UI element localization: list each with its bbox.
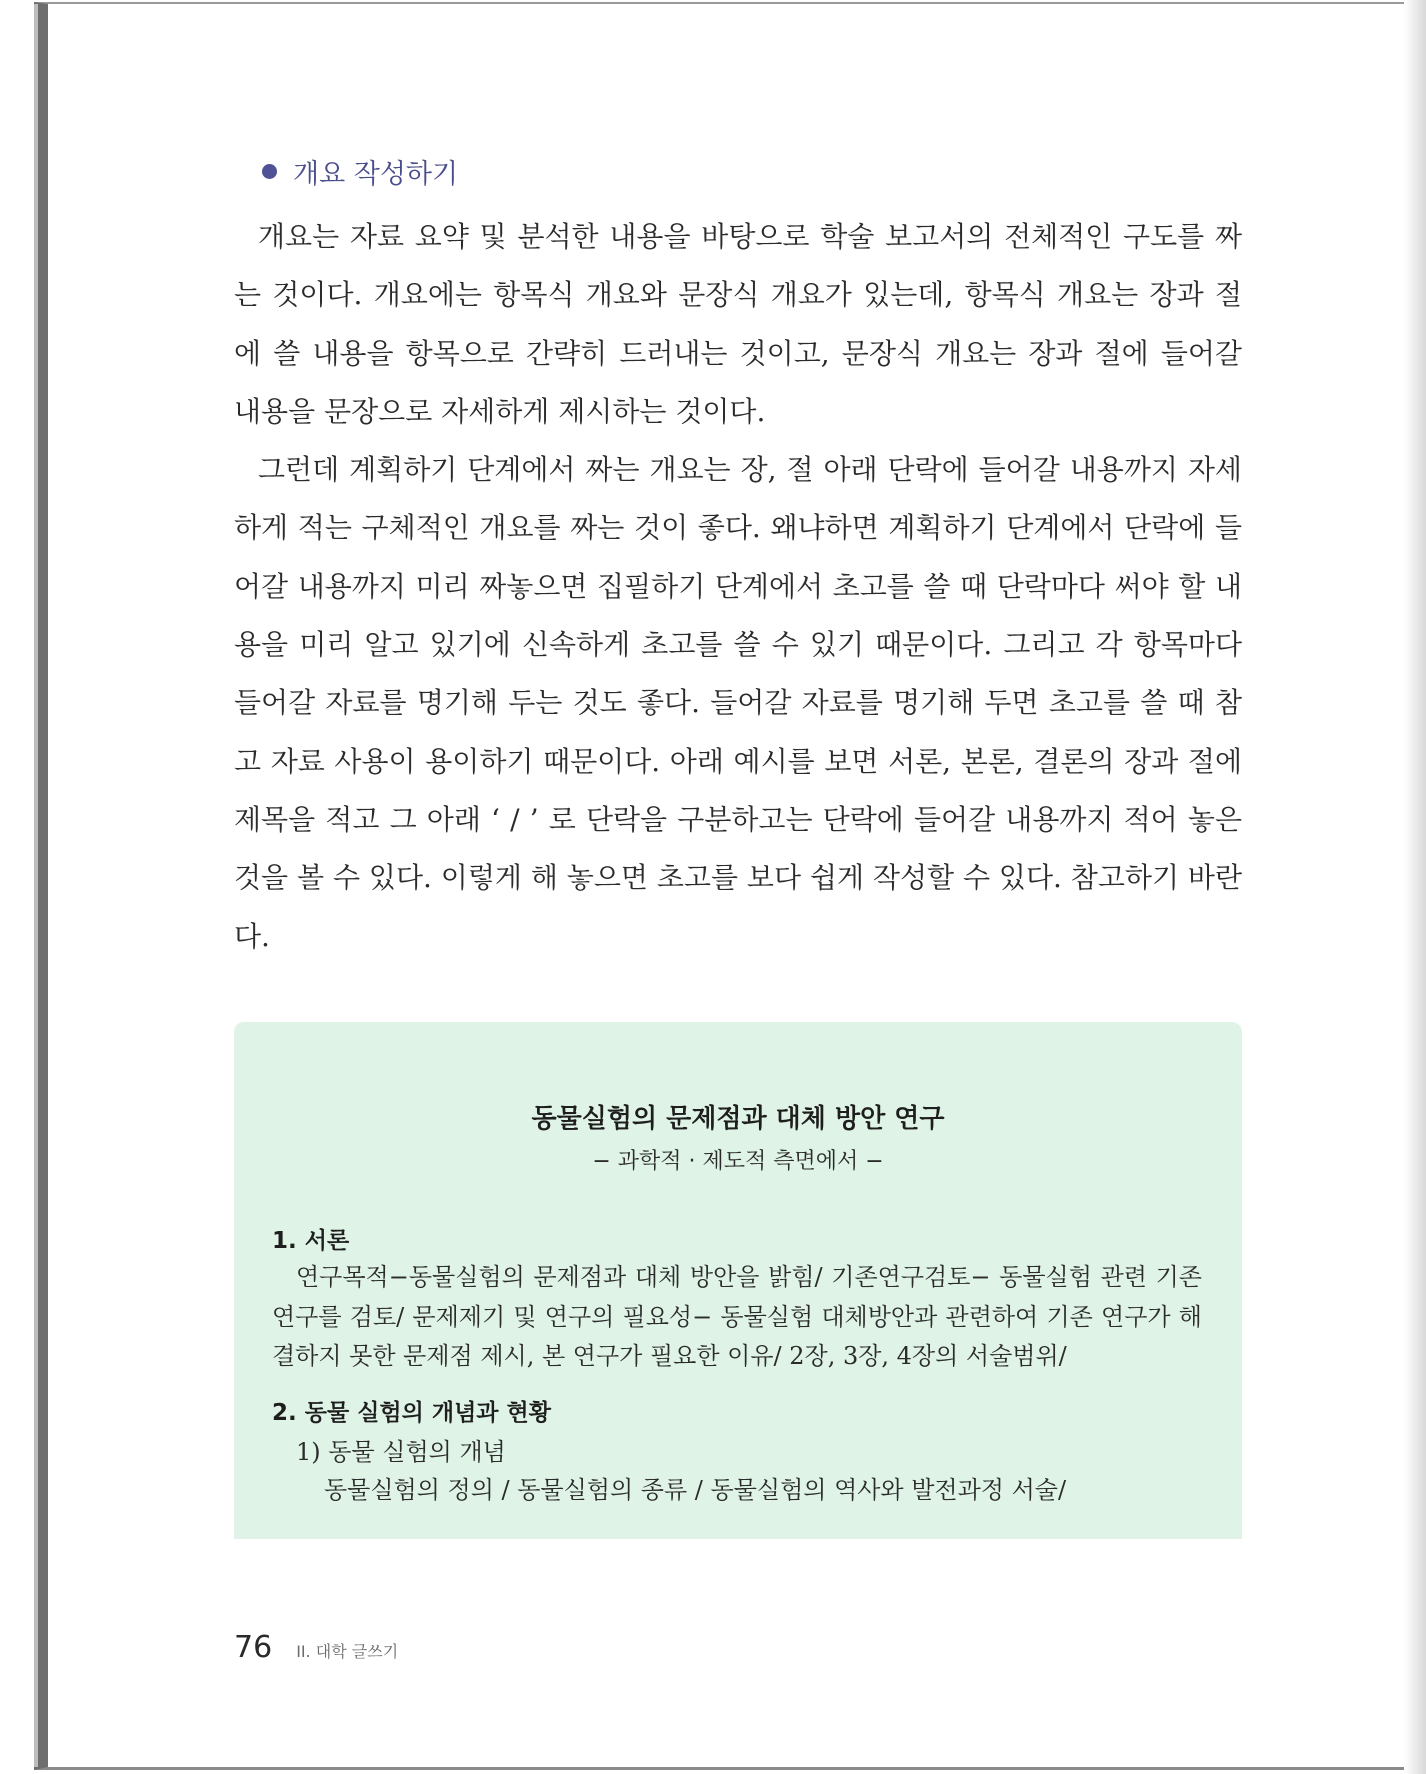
paragraph: 개요는 자료 요약 및 분석한 내용을 바탕으로 학술 보고서의 전체적인 구도를 짜는 것이다. 개요에는 항목식 개요와 문장식 개요가 있는데, 항목식 개요는 장과 절에 쓸 내용을 항목으로 간략히 드러내는 것이고, 문장식 개요는 장과 절에 들어갈 내용을 문장으로 자세하게 제시하는 것이다. <box>234 220 1242 428</box>
outline-heading-concept: 2. 동물 실험의 개념과 현황 <box>272 1400 551 1426</box>
example-subtitle: − 과학적 · 제도적 측면에서 − <box>592 1149 884 1174</box>
chapter-label: II. 대학 글쓰기 <box>296 1642 399 1661</box>
page-number: 76 <box>234 1630 273 1665</box>
example-outline-box <box>234 1022 1242 1539</box>
example-title: 동물실험의 문제점과 대체 방안 연구 <box>531 1104 945 1134</box>
outline-subheading: 1) 동물 실험의 개념 <box>296 1438 506 1466</box>
page-edge-shadow <box>1404 0 1426 1774</box>
section-heading-text: 개요 작성하기 <box>293 159 459 190</box>
bullet-icon <box>262 164 277 179</box>
outline-subheading-text: 동물실험의 정의 / 동물실험의 종류 / 동물실험의 역사와 발전과정 서술/ <box>324 1476 1067 1504</box>
page-footer <box>234 1630 398 1665</box>
body-text <box>234 208 1242 966</box>
outline-intro-text: 연구목적−동물실험의 문제점과 대체 방안을 밝힘/ 기존연구검토− 동물실험 관련 기존 연구를 검토/ 문제제기 및 연구의 필요성− 동물실험 대체방안과 관련하여 기존 연구가 해결하지 못한 문제점 제시, 본 연구가 필요한 이유/ 2장, 3장, 4장의 서술범위/ <box>272 1263 1202 1370</box>
paragraph: 그런데 계획하기 단계에서 짜는 개요는 장, 절 아래 단락에 들어갈 내용까지 자세하게 적는 구체적인 개요를 짜는 것이 좋다. 왜냐하면 계획하기 단계에서 단락에 들어갈 내용까지 미리 짜놓으면 집필하기 단계에서 초고를 쓸 때 단락마다 써야 할 내용을 미리 알고 있기에 신속하게 초고를 쓸 수 있기 때문이다. 그리고 각 항목마다 들어갈 자료를 명기해 두는 것도 좋다. 들어갈 자료를 명기해 두면 초고를 쓸 때 참고 자료 사용이 용이하기 때문이다. 아래 예시를 보면 서론, 본론, 결론의 장과 절에 제목을 적고 그 아래 ‘ / ’ 로 단락을 구분하고는 단락에 들어갈 내용까지 적어 놓은 것을 볼 수 있다. 이렇게 해 놓으면 초고를 보다 쉽게 작성할 수 있다. 참고하기 바란다. <box>234 453 1242 953</box>
outline-heading-intro: 1. 서론 <box>272 1228 350 1254</box>
section-heading <box>262 152 458 191</box>
